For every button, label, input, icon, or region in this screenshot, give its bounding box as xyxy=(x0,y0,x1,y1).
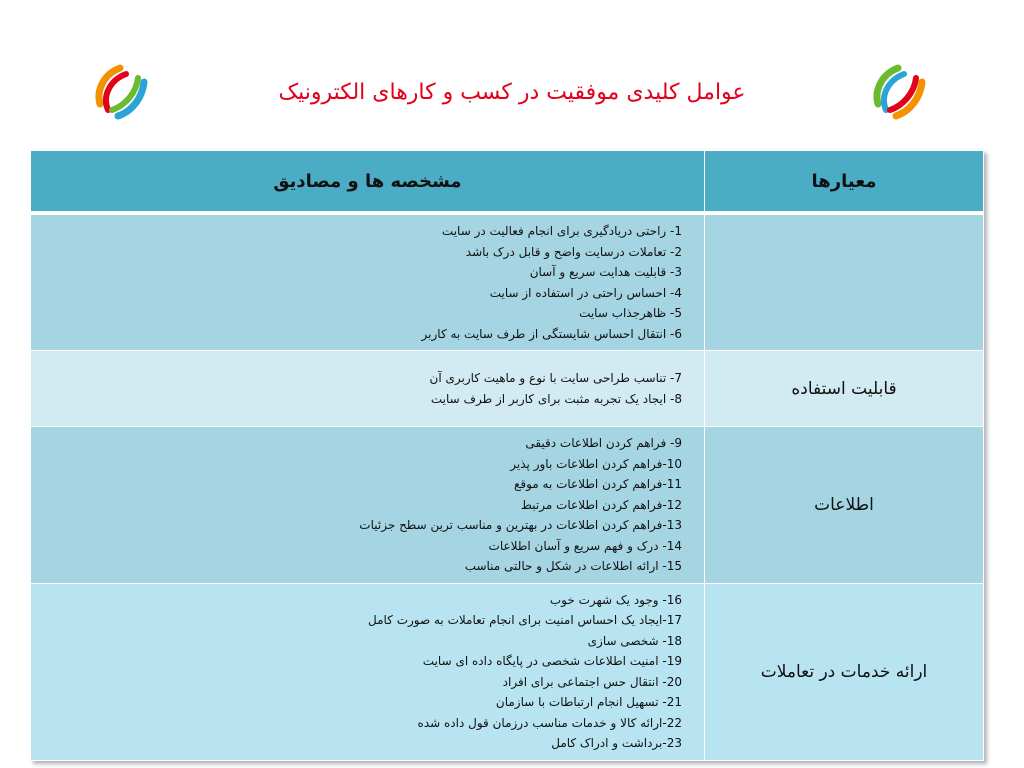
table-row xyxy=(31,427,984,584)
criterion-cell: اطلاعات xyxy=(705,427,984,584)
list-item: 6- انتقال احساس شایستگی از طرف سایت به کاربر xyxy=(421,326,682,341)
list-item: 12-فراهم کردن اطلاعات مرتبط xyxy=(520,497,682,512)
list-item: 8- ایجاد یک تجربه مثبت برای کاربر از طرف سایت xyxy=(430,391,682,406)
criterion-cell: قابلیت استفاده xyxy=(705,351,984,427)
list-item: 3- قابلیت هدایت سریع و آسان xyxy=(529,265,682,279)
page-title: عوامل کلیدی موفقیت در کسب و کارهای الکترونیک xyxy=(278,80,746,105)
list-item: 13-فراهم کردن اطلاعات در بهترین و مناسب ترین سطح جزئیات xyxy=(359,518,682,532)
indicators-cell xyxy=(31,427,705,584)
header-criteria: معیارها xyxy=(705,151,984,212)
list-item: 16- وجود یک شهرت خوب xyxy=(549,592,682,607)
list-item: 14- درک و فهم سریع و آسان اطلاعات xyxy=(488,538,682,553)
indicators-cell xyxy=(31,351,705,427)
list-item: 15- ارائه اطلاعات در شکل و حالتی مناسب xyxy=(464,559,682,573)
list-item: 9- فراهم کردن اطلاعات دقیقی xyxy=(525,436,682,450)
criteria-table xyxy=(30,150,984,761)
list-item: 2- تعاملات درسایت واضح و قابل درک باشد xyxy=(465,244,682,259)
list-item: 23-برداشت و ادراک کامل xyxy=(551,736,682,750)
list-item: 5- ظاهرجذاب سایت xyxy=(579,306,682,320)
list-item: 7- تناسب طراحی سایت با نوع و ماهیت کاربری آن xyxy=(429,371,682,385)
list-item: 17-ایجاد یک احساس امنیت برای انجام تعاملات به صورت کامل xyxy=(368,613,682,627)
list-item: 10-فراهم کردن اطلاعات باور پذیر xyxy=(510,456,682,471)
table-row xyxy=(31,215,984,351)
list-item: 21- تسهیل انجام ارتباطات با سازمان xyxy=(495,695,682,709)
list-item: 20- انتقال حس اجتماعی برای افراد xyxy=(502,674,682,689)
table-row xyxy=(31,351,984,427)
criterion-cell: ارائه خدمات در تعاملات xyxy=(705,583,984,760)
list-item: 22-ارائه کالا و خدمات مناسب درزمان قول داده شده xyxy=(417,715,682,730)
criterion-cell xyxy=(705,215,984,351)
list-item: 1- راحتی دریادگیری برای انجام فعالیت در سایت xyxy=(441,224,682,238)
list-item: 18- شخصی سازی xyxy=(587,633,682,648)
list-item: 4- احساس راحتی در استفاده از سایت xyxy=(489,285,682,300)
table-row xyxy=(31,583,984,760)
indicators-cell xyxy=(31,215,705,351)
indicators-cell xyxy=(31,583,705,760)
list-item: 11-فراهم کردن اطلاعات به موقع xyxy=(513,477,682,491)
header-indicators: مشخصه ها و مصادیق xyxy=(31,151,705,212)
list-item: 19- امنیت اطلاعات شخصی در پایگاه داده ای سایت xyxy=(422,654,682,668)
